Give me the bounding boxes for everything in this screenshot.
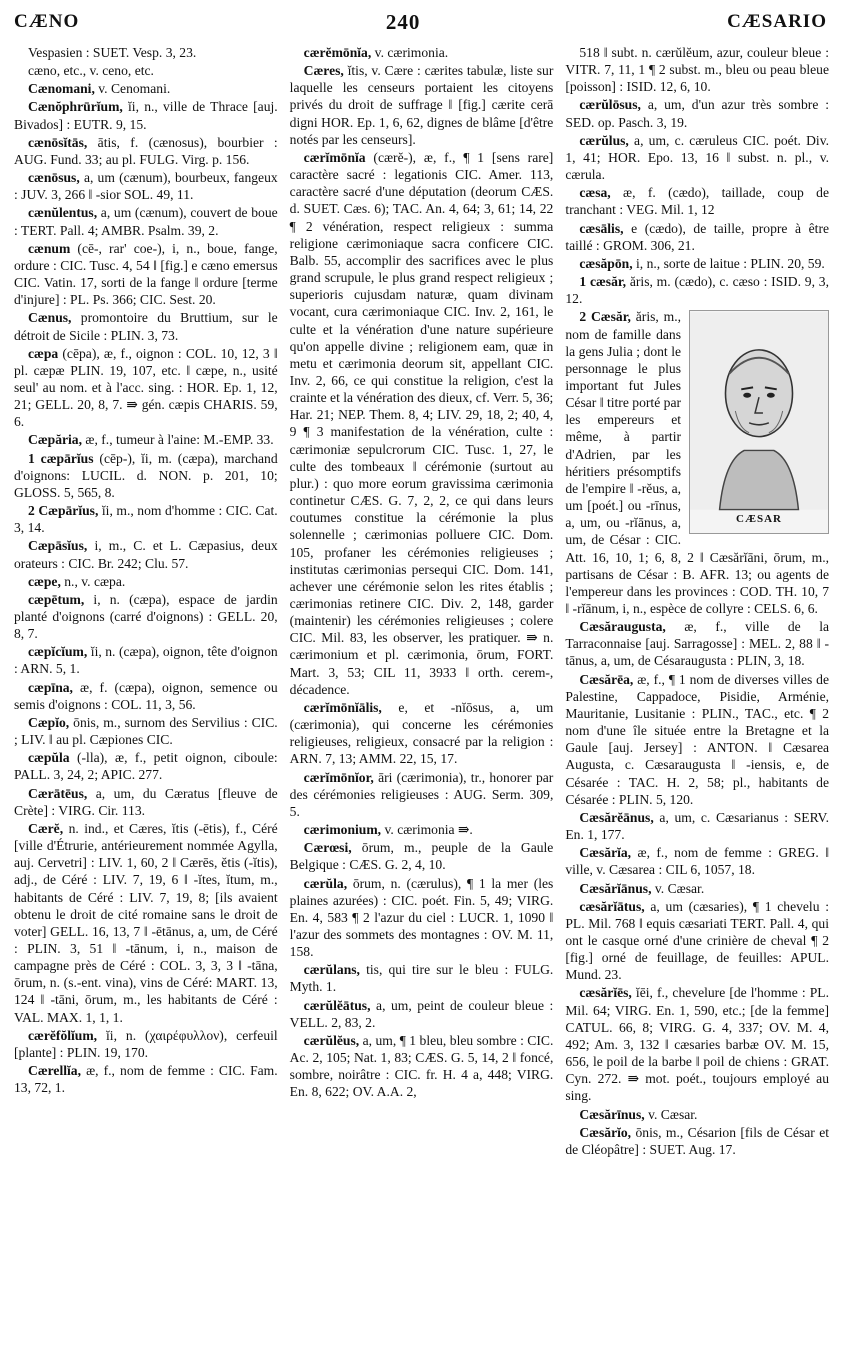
entry-headword: cæpētum, bbox=[28, 591, 85, 607]
dictionary-entry bbox=[565, 1124, 829, 1158]
entry-headword: cærŭlĕus, bbox=[303, 1032, 360, 1048]
entry-definition: a, um (cænum), couvert de boue : TERT. Pall. 4; AMBR. Psalm. 39, 2. bbox=[14, 205, 278, 238]
dictionary-entry bbox=[14, 502, 278, 536]
entry-headword: 1 cæsăr, bbox=[579, 274, 627, 290]
entry-definition: æ, f. (cæpa), oignon, semence ou semis d'oignons : COL. 11, 3, 56. bbox=[14, 679, 278, 712]
dictionary-entry bbox=[14, 62, 278, 79]
dictionary-entry bbox=[14, 749, 278, 783]
dictionary-entry bbox=[290, 769, 554, 820]
page-header bbox=[14, 8, 827, 36]
entry-definition: a, um, du Cæratus [fleuve de Crète] : VIRG. Cir. 113. bbox=[14, 785, 278, 818]
dictionary-entry bbox=[565, 618, 829, 669]
dictionary-entry bbox=[565, 220, 829, 254]
entry-headword: 2 Cæsăr, bbox=[579, 309, 631, 325]
dictionary-entry bbox=[565, 96, 829, 130]
dictionary-entry bbox=[565, 273, 829, 307]
entry-headword: Cærœsi, bbox=[303, 840, 352, 856]
entry-headword: cæsărĭēs, bbox=[579, 985, 632, 1001]
dictionary-entry bbox=[14, 44, 278, 61]
entry-headword: cærĭmōnĭa bbox=[303, 149, 366, 165]
dictionary-columns bbox=[14, 44, 829, 1352]
column-left bbox=[14, 44, 278, 1352]
entry-headword: Cæsărĭo, bbox=[579, 1124, 632, 1140]
entry-headword: cærŭlans, bbox=[303, 962, 360, 978]
entry-definition: ōrum, m., peuple de la Gaule Belgique : CÆS. G. 2, 4, 10. bbox=[289, 840, 554, 873]
dictionary-entry bbox=[14, 240, 278, 309]
entry-definition: æ, f., nom de femme : GREG. ‖ ville, v. Cæsarea : CIL 6, 1057, 18. bbox=[565, 845, 830, 878]
entry-definition: ăris, m., nom de famille dans la gens Julia ; dont le personnage le plus important fut Jules César ‖ titre porté par les empereurs et même, à partir d'Adrien, par les héritiers présomptifs de l'empire ‖ -rĕus, a, um [poét.] ou -rīnus, a, um, ou -rĭānus, a, um, de César : CIC. Att. 16, 10, 1; 6, 8, 2 ‖ Cæsărĭāni, ōrum, m., partisans de César : B. AFR. 13; ou agents de l'empereur dans les provinces : COD. TH. 10, 7 ‖ -rĭānum, i, n., espèce de collyre : CELS. 6, 6. bbox=[565, 309, 830, 616]
entry-definition: ăris, m. (cædo), c. cæso : ISID. 9, 3, 12. bbox=[565, 274, 829, 307]
dictionary-entry bbox=[14, 204, 278, 238]
entry-definition: a, um, d'un azur très sombre : SED. op. Pasch. 3, 19. bbox=[565, 97, 830, 130]
entry-definition: v. Cæsar. bbox=[648, 1106, 698, 1122]
dictionary-entry bbox=[565, 844, 829, 878]
dictionary-entry bbox=[14, 1062, 278, 1096]
entry-definition: v. cærimonia. bbox=[374, 45, 449, 60]
entry-headword: cærĕmōnĭa, bbox=[303, 45, 372, 60]
running-head-right: CÆSARIO bbox=[727, 11, 827, 32]
entry-headword: cænōsus, bbox=[28, 170, 80, 186]
dictionary-entry bbox=[14, 134, 278, 168]
entry-headword: Cæsăraugusta, bbox=[579, 619, 666, 635]
dictionary-entry bbox=[14, 537, 278, 571]
dictionary-entry bbox=[14, 80, 278, 97]
dictionary-entry bbox=[565, 809, 829, 843]
entry-headword: cærĭmōnĭor, bbox=[303, 769, 374, 785]
running-head-left: CÆNO bbox=[14, 11, 80, 32]
entry-headword: Cæsărĭa, bbox=[579, 845, 632, 861]
entry-headword: Cænus, bbox=[28, 310, 72, 326]
entry-definition: (cēp-), ĭi, m. (cæpa), marchand d'oignons: LUCIL. d. NON. p. 201, 10; GLOSS. 5, 565, 8. bbox=[14, 450, 278, 500]
dictionary-entry bbox=[14, 169, 278, 203]
entry-headword: cæsăpōn, bbox=[579, 255, 633, 271]
entry-headword: cæsa, bbox=[579, 185, 611, 201]
entry-headword: Cærĕ, bbox=[28, 820, 64, 836]
entry-definition: cæno, etc., v. ceno, etc. bbox=[28, 63, 154, 79]
dictionary-entry bbox=[290, 997, 554, 1031]
entry-headword: cærĭmōnĭālis, bbox=[303, 699, 382, 715]
entry-headword: Cæpĭo, bbox=[28, 714, 70, 730]
entry-definition: Vespasien : SUET. Vesp. 3, 23. bbox=[28, 45, 197, 60]
dictionary-entry bbox=[14, 714, 278, 748]
entry-definition: promontoire du Bruttium, sur le détroit de Sicile : PLIN. 3, 73. bbox=[14, 310, 278, 343]
entry-headword: 1 cæpārĭus bbox=[28, 450, 94, 466]
entry-definition: v. Cenomani. bbox=[98, 81, 171, 97]
entry-headword: cænŭlentus, bbox=[28, 205, 98, 221]
caesar-bust-icon bbox=[689, 310, 829, 534]
entry-definition: e (cædo), de taille, propre à être taillé : GROM. 306, 21. bbox=[565, 220, 830, 253]
entry-headword: Cærellĭa, bbox=[28, 1063, 81, 1079]
entry-headword: Cæsărēa, bbox=[579, 671, 634, 687]
dictionary-entry bbox=[565, 132, 829, 183]
page-number: 240 bbox=[385, 9, 421, 34]
entry-definition: ōnis, m., Césarion [fils de César et de Cléopâtre] : SUET. Aug. 17. bbox=[565, 1124, 830, 1157]
dictionary-entry bbox=[565, 898, 829, 984]
entry-headword: 2 Cæpārĭus, bbox=[28, 503, 99, 519]
entry-definition: a, um, c. Cæsarianus : SERV. En. 1, 177. bbox=[565, 809, 830, 843]
entry-headword: Cæsărĭānus, bbox=[579, 880, 652, 896]
entry-headword: Cæsărīnus, bbox=[579, 1106, 645, 1122]
entry-headword: cæpĭcĭum, bbox=[28, 644, 88, 660]
entry-definition: ōrum, n. (cærulus), ¶ 1 la mer (les plaines azurées) : CIC. poét. Fin. 5, 49; VIRG. En. 4, 583 ¶ 2 l'azur du ciel : LUCR. 1, 1090 ‖ l'azur des sommets des montagnes : OV. M. 11, 158. bbox=[289, 875, 554, 960]
entry-definition: i, n., sorte de laitue : PLIN. 20, 59. bbox=[636, 255, 825, 271]
entry-headword: cærŭlĕātus, bbox=[303, 997, 371, 1013]
entry-headword: Cæres, bbox=[303, 63, 344, 79]
entry-headword: Cænomani, bbox=[28, 81, 95, 97]
dictionary-entry bbox=[14, 98, 278, 132]
entry-definition: (cē-, rar' coe-), i, n., boue, fange, ordure : CIC. Tusc. 4, 54 ‖ [fig.] e cæno emersus CIC. Vatin. 17, sorti de la fange ‖ ordure [terme d'injure] : PL. Ps. 366; CIC. Sest. 20. bbox=[14, 240, 278, 308]
entry-definition: æ, f., ville de la Tarraconnaise [auj. Sarragosse] : MEL. 2, 88 ‖ -tānus, a, um, de Césaraugusta : PLIN, 3, 18. bbox=[565, 619, 830, 669]
entry-headword: cærŭla, bbox=[303, 875, 348, 891]
entry-definition: (-lla), æ, f., petit oignon, ciboule: PALL. 3, 24, 2; APIC. 277. bbox=[14, 750, 278, 783]
entry-headword: cærimonium, bbox=[303, 822, 382, 838]
dictionary-entry bbox=[565, 671, 829, 808]
dictionary-entry bbox=[565, 184, 829, 218]
entry-definition: ātis, f. (cænosus), bourbier : AUG. Fund. 33; au pl. FULG. Virg. p. 156. bbox=[14, 134, 278, 167]
entry-definition: ĭi, n. (χαιρέφυλλον), cerfeuil [plante] : PLIN. 19, 170. bbox=[14, 1027, 278, 1060]
entry-headword: cæpa bbox=[28, 345, 59, 361]
entry-definition: n., v. cæpa. bbox=[64, 573, 126, 589]
entry-definition: a, um, c. cæruleus CIC. poét. Div. 1, 41; HOR. Epo. 13, 16 ‖ subst. n. pl., v. cærula. bbox=[565, 132, 830, 183]
entry-definition: 518 ‖ subt. n. cærŭlĕum, azur, couleur bleue : VITR. 7, 11, 1 ¶ 2 subst. m., bleu ou peau bleue [poisson] : ISID. 12, 6, 10. bbox=[565, 45, 830, 95]
entry-definition: ĭtis, v. Cære : cærites tabulæ, liste sur laquelle les censeurs portaient les citoyens privés du droit de suffrage ‖ [fig.] cærite cerā digni HOR. Ep. 1, 6, 62, dignes de blâme [d'être notés par les censeurs]. bbox=[289, 63, 554, 147]
dictionary-entry bbox=[14, 345, 278, 431]
entry-headword: cænōsĭtās, bbox=[28, 134, 88, 150]
entry-headword: Cæpāsĭus, bbox=[28, 538, 88, 554]
entry-definition: ĭi, m., nom d'homme : CIC. Cat. 3, 14. bbox=[14, 503, 278, 536]
entry-definition: āri (cærimonia), tr., honorer par des cérémonies religieuses : AUG. Serm. 309, 5. bbox=[289, 769, 554, 819]
dictionary-entry bbox=[290, 62, 554, 148]
column-right bbox=[565, 44, 829, 1352]
entry-definition: i, n. (cæpa), espace de jardin planté d'oignons (carré d'oignons) : GELL. 20, 8, 7. bbox=[14, 591, 278, 642]
entry-definition: ĭi, n., ville de Thrace [auj. Bivados] : EUTR. 9, 15. bbox=[14, 99, 278, 132]
entry-definition: v. Cæsar. bbox=[654, 880, 705, 896]
dictionary-entry bbox=[565, 984, 829, 1104]
dictionary-entry bbox=[290, 839, 554, 873]
dictionary-entry bbox=[14, 591, 278, 642]
dictionary-entry bbox=[14, 573, 278, 590]
figure-caption: CÆSAR bbox=[736, 513, 782, 526]
dictionary-entry bbox=[14, 643, 278, 677]
entry-headword: cærĕfŏlĭum, bbox=[28, 1027, 98, 1043]
entry-definition: æ, f., ¶ 1 nom de diverses villes de Palestine, Cappadoce, Pisidie, Arménie, Mauritanie, Lusitanie : PLIN., TAC., etc. ¶ 2 nom d'une île située entre la Bretagne et la Gaule [auj. Jersey] : ANTON. ‖ Cæsarea Augusta, c. Cæsaraugusta ‖ -iensis, e, de Césarée : TAC. H. 2, 58; pl., habitants de Césarée : PLIN. 5, 120. bbox=[565, 671, 830, 807]
dictionary-entry bbox=[565, 880, 829, 897]
entry-definition: a, um (cænum), bourbeux, fangeux : JUV. 3, 266 ‖ -sior SOL. 49, 11. bbox=[14, 170, 278, 203]
entry-definition: æ, f., tumeur à l'aine: M.-EMP. 33. bbox=[85, 432, 274, 448]
entry-definition: a, um (cæsaries), ¶ 1 chevelu : PL. Mil. 768 ‖ equis cæsariati TERT. Pall. 4, qui ont le casque orné d'une crinière de cheval ¶ 2 [fig.] orné de feuillage, de feuilles: APUL. Mund. 23. bbox=[565, 898, 830, 983]
dictionary-entry bbox=[14, 679, 278, 713]
entry-headword: Cæsărĕānus, bbox=[579, 809, 654, 825]
entry-headword: cæsărĭātus, bbox=[579, 898, 645, 914]
dictionary-entry bbox=[14, 431, 278, 448]
entry-headword: Cæpăria, bbox=[28, 432, 82, 448]
dictionary-entry bbox=[290, 961, 554, 995]
entry-definition: (cærĕ-), æ, f., ¶ 1 [sens rare] caractère sacré : legationis CIC. Amer. 113, caractère sacré d'une députation (deorum CÆS. d. SUET. Cæs. 6); TAC. An. 4, 64; 3, 61; 14, 22 ¶ 2 vénération, respect religieux : summa religione cærimoniaque sacra conficere CIC. Balb. 55, accomplir des sacrifices avec le plus grand scrupule, le plus grand respect religieux ; superioris cujusdam naturæ, quam divinam vocant, cura cærimoniaque CIC. Inv. 2, 161, le culte et la vénération d'une nature supérieure qu'on appelle divine ; religionem eam, quæ in metu et cærimonia deorum sit, appellant CIC. Inv. 2, 66, ce qui constitue la religion, c'est la crainte et la vénération des dieux, cf. Verr. 5, 36; Har. 21; NEP. Them. 8, 4; LIV. 29, 18, 2; 40, 4, 9 ¶ 3 manifestation de la vénération, culte : cærimoniæ sepulcrorum CIC. Tusc. 1, 27, le culte des tombeaux ‖ cérémonie (surtout au plur.) : quo more eorum gravissima cærimonia continetur CÆS. G. 7, 2, 2, ce qui dans leurs coutumes constitue la cérémonie la plus solennelle ; cærimonias polluere CIC. Dom. 105, profaner les cérémonies religieuses ; institutas cærimonias persequi CIC. Dom. 141, achever une cérémonie selon les rites établis ; cærimonias retinere CIC. Div. 2, 148, garder (maintenir) les cérémonies religieuses ; colere CIC. Mil. 83, les observer, les pratiquer. ⇛ n. cærimonium et pl. cærimonia, ōrum, FORT. Mart. 3, 53; CIL 11, 3933 ‖ orth. cerem-, décadence. bbox=[289, 149, 554, 697]
entry-definition: (cēpa), æ, f., oignon : COL. 10, 12, 3 ‖ pl. cæpæ PLIN. 19, 107, etc. ‖ cæpe, n., usité seul' au nom. et à l'acc. sing. : HOR. Ep. 1, 12, 21; GELL. 20, 8, 7. ⇛ gén. cæpis CHARIS. 59, 6. bbox=[14, 345, 278, 430]
dictionary-entry bbox=[290, 699, 554, 768]
entry-definition: ĭēi, f., chevelure [de l'homme : PL. Mil. 64; VIRG. En. 1, 590, etc.; [de la femme] CATUL. 66, 8; VIRG. G. 4, 337; OV. M. 4, 492; Am. 3, 132 ‖ cæsaries barbæ OV. M. 15, 656, le poil de la barbe ‖ poil de chiens : GRAT. Cyn. 272. ⇛ mot. poét., toujours employé au sing. bbox=[565, 985, 830, 1104]
entry-headword: Cænŏphrūrĭum, bbox=[28, 99, 123, 115]
entry-headword: Cærātēus, bbox=[28, 785, 88, 801]
entry-definition: v. cærimonia ⇛. bbox=[384, 822, 473, 838]
entry-definition: e, et -nĭōsus, a, um (cærimonia), qui concerne les cérémonies religieuses, religieux, consacré par la religion : ARN. 7, 13; AMM. 22, 15, 17. bbox=[289, 699, 554, 767]
dictionary-entry bbox=[14, 1027, 278, 1061]
dictionary-entry bbox=[290, 44, 554, 61]
entry-headword: cæpŭla bbox=[28, 750, 70, 766]
entry-headword: cænum bbox=[28, 240, 71, 256]
entry-headword: cæpīna, bbox=[28, 679, 73, 695]
dictionary-entry bbox=[565, 255, 829, 272]
dictionary-entry bbox=[14, 450, 278, 501]
entry-definition: ōnis, m., surnom des Servilius : CIC. ; LIV. ‖ au pl. Cæpiones CIC. bbox=[14, 714, 278, 748]
dictionary-entry bbox=[290, 1032, 554, 1101]
entry-headword: cæsālis, bbox=[579, 220, 624, 236]
dictionary-entry bbox=[14, 820, 278, 1026]
dictionary-entry bbox=[290, 149, 554, 698]
column-middle bbox=[290, 44, 554, 1352]
entry-definition: a, um, peint de couleur bleue : VELL. 2, 83, 2. bbox=[289, 997, 554, 1030]
entry-headword: cæpe, bbox=[28, 573, 61, 589]
entry-definition: æ, f. (cædo), taillade, coup de tranchant : VEG. Mil. 1, 12 bbox=[565, 185, 830, 218]
entry-definition: a, um, ¶ 1 bleu, bleu sombre : CIC. Ac. 2, 105; Nat. 1, 83; CÆS. G. 5, 14, 2 ‖ foncé, sombre, noirâtre : CIC. fr. H. 4 a, 448; VIRG. En. 8, 622; OV. A.A. 2, bbox=[289, 1032, 554, 1100]
entry-definition: ĭi, n. (cæpa), oignon, tête d'oignon : ARN. 5, 1. bbox=[14, 644, 278, 677]
entry-definition: n. ind., et Cæres, ĭtis (-ētis), f., Céré [ville d'Étrurie, antérieurement nommée Agylla, auj. Cervetri] : LIV. 1, 60, 2 ‖ Cærēs, ĕtis (-ĭtis), adj., de Céré : LIV. 7, 19, 6 ‖ -ĭtes, ĭtum, m., habitants de Céré : LIV. 7, 19, 8; [ils avaient obtenu le droit de cité romaine sans le droit de voter] GELL. 16, 13, 7 ‖ -ētānus, a, um, de Céré : PLIN. 3, 51 ‖ -tānum, i, n., maison de campagne près de Céré : COL. 3, 3, 3 ‖ -tāna, ōrum, n. (s.-ent. vina), vins de Céré: MART. 13, 124 ‖ -tāni, ōrum, m., les habitants de Céré : VAL. MAX. 1, 1, 1. bbox=[14, 820, 278, 1025]
entry-headword: cærŭlus, bbox=[579, 132, 629, 148]
dictionary-entry bbox=[290, 875, 554, 961]
entry-headword: cærŭlōsus, bbox=[579, 97, 641, 113]
dictionary-entry bbox=[290, 821, 554, 838]
dictionary-entry bbox=[14, 309, 278, 343]
entry-definition: i, m., C. et L. Cæpasius, deux orateurs : CIC. Br. 242; Clu. 57. bbox=[14, 538, 278, 571]
dictionary-entry bbox=[565, 1106, 829, 1123]
entry-definition: æ, f., nom de femme : CIC. Fam. 13, 72, 1. bbox=[14, 1063, 278, 1096]
dictionary-entry bbox=[565, 44, 829, 95]
dictionary-entry bbox=[14, 785, 278, 819]
entry-definition: tis, qui tire sur le bleu : FULG. Myth. 1. bbox=[289, 962, 554, 995]
